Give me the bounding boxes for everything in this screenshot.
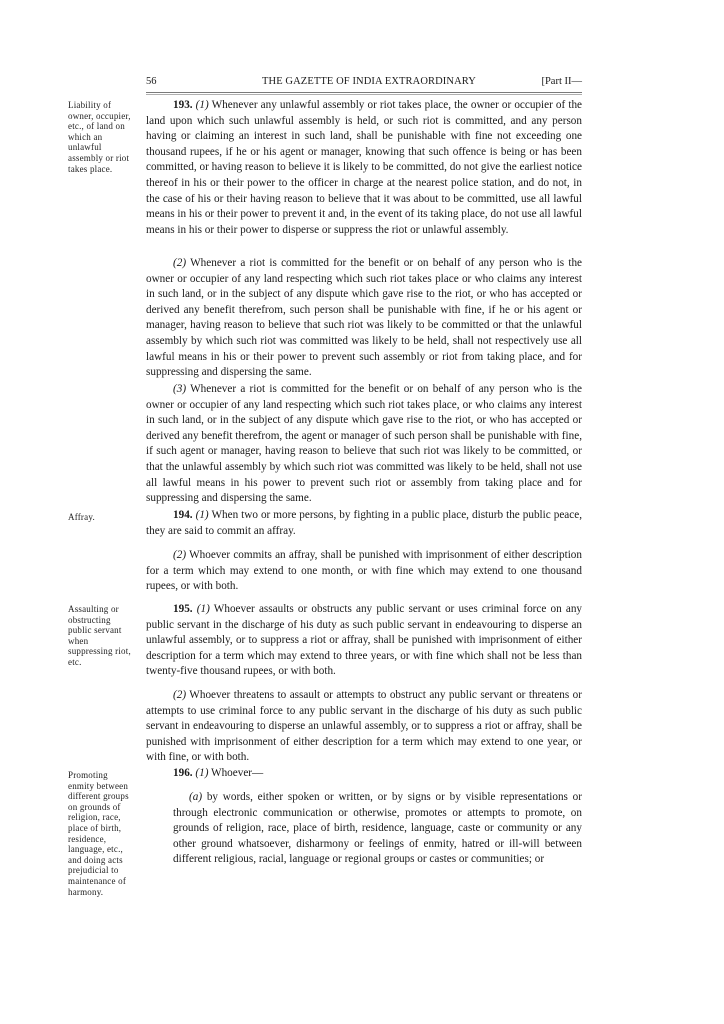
section-number: 195. [173,603,193,615]
section-text: Whenever any unlawful assembly or riot takes place, the owner or occupier of the land upon which such unlawful assembly is held, or such riot is committed, and any person having or claiming an interest in such land, shall be punishable with fine not exceeding one thousand rupees, if he or his agent or manager, knowing that such offence is being or has been committed, or having reason to believe it is likely to be committed, do not give the earliest notice thereof in his or their power to the officer in charge at the nearest police station, and do not, in the case of his or their having reason to believe that it was about to be committed, use all lawful means in his or their power to prevent it and, in the event of its taking place, do not use all lawful means in his or their power to disperse or suppress the riot or unlawful assembly. [146,99,583,236]
section-194-para-2 [146,548,582,595]
page-number: 56 [146,76,157,87]
section-196-para-1 [146,766,582,782]
section-193-para-2 [146,256,582,381]
section-text: Whoever threatens to assault or attempts to obstruct any public servant or threatens or attempts to use criminal force to any public servant in the discharge of his duty as such public servant in endeavouring to disperse an unlawful assembly, or to suppress a riot or affray, shall be punished with imprisonment of either description for a term which may extend to one year, or with fine, or with both. [146,689,582,764]
clause-letter: (a) [189,791,203,803]
section-text: Whenever a riot is committed for the benefit or on behalf of any person who is the owner or occupier of any land respecting which such riot takes place or who claims any interest in such land, or in the subject of any dispute which gave rise to the riot, or who has accepted or derived any benefit therefrom, such person shall be punishable with fine, if he or his agent or manager, having reason to believe that such riot was likely to be committed or that the unlawful assembly by which such riot was committed was likely to be held, shall not respectively use all lawful means in his or their power to prevent such assembly or riot from taking place, and for suppressing and dispersing the same. [146,257,582,379]
gazette-title: THE GAZETTE OF INDIA EXTRAORDINARY [262,76,476,87]
subsection-number: (3) [173,383,187,395]
margin-note-194: Affray. [68,512,95,522]
section-195-para-1 [146,602,582,680]
section-text: Whoever— [208,767,264,779]
section-number: 196. [173,767,193,779]
section-number: 194. [173,509,193,521]
subsection-number: (2) [173,549,187,561]
section-text: Whoever commits an affray, shall be punished with imprisonment of either description for a term which may extend to one month, or with fine which may extend to one thousand rupees, or with both. [146,549,582,593]
section-text: When two or more persons, by fighting in a public place, disturb the public peace, they are said to commit an affray. [146,509,582,537]
section-193-para-1 [146,98,582,238]
section-195-para-2 [146,688,582,766]
subsection-number: (2) [173,257,187,269]
section-text: by words, either spoken or written, or by signs or by visible representations or through electronic communication or otherwise, promotes or attempts to promote, on grounds of religion, race, place of birth, residence, language, caste or community or any other ground whatsoever, disharmony or feelings of enmity, hatred or ill-will between different religious, racial, language or regional groups or castes or communities; or [173,791,582,866]
header-rule [146,92,582,95]
margin-note-196: Promoting enmity between different groups on grounds of religion, race, place of birth, residence, language, etc., and doing acts prejudicial to maintenance of harmony. [68,770,129,897]
subsection-number: (1) [195,99,209,111]
subsection-number: (1) [196,603,210,615]
margin-note-193: Liability of owner, occupier, etc., of land on which an unlawful assembly or riot takes place. [68,100,131,174]
subsection-number: (1) [195,509,209,521]
page-header [146,76,582,92]
section-196-clause-a [173,790,582,868]
section-193-para-3 [146,382,582,507]
section-number: 193. [173,99,193,111]
part-label: [Part II— [541,76,582,87]
subsection-number: (1) [195,767,209,779]
subsection-number: (2) [173,689,187,701]
margin-note-195: Assaulting or obstructing public servant when suppressing riot, etc. [68,604,131,667]
section-text: Whenever a riot is committed for the benefit or on behalf of any person who is the owner or occupier of any land respecting which such riot takes place, or who claims any interest in such land, or in the subject of any dispute which gave rise to the riot, or who has accepted or derived any benefit therefrom, the agent or manager of such person shall be punishable with fine, if such agent or manager, having reason to believe that such riot was likely to be committed, or that the unlawful assembly by which such riot was committed was likely to be held, shall not use all lawful means in his power to prevent such riot or assembly from taking place and for suppressing and dispersing the same. [146,383,582,505]
section-text: Whoever assaults or obstructs any public servant or uses criminal force on any public servant in the discharge of his duty as such public servant in endeavouring to disperse an unlawful assembly, or to suppress a riot or affray, shall be punished with imprisonment of either description for a term which may extend to three years, or with fine which shall not be less than twenty-five thousand rupees, or with both. [146,603,583,678]
section-194-para-1 [146,508,582,539]
